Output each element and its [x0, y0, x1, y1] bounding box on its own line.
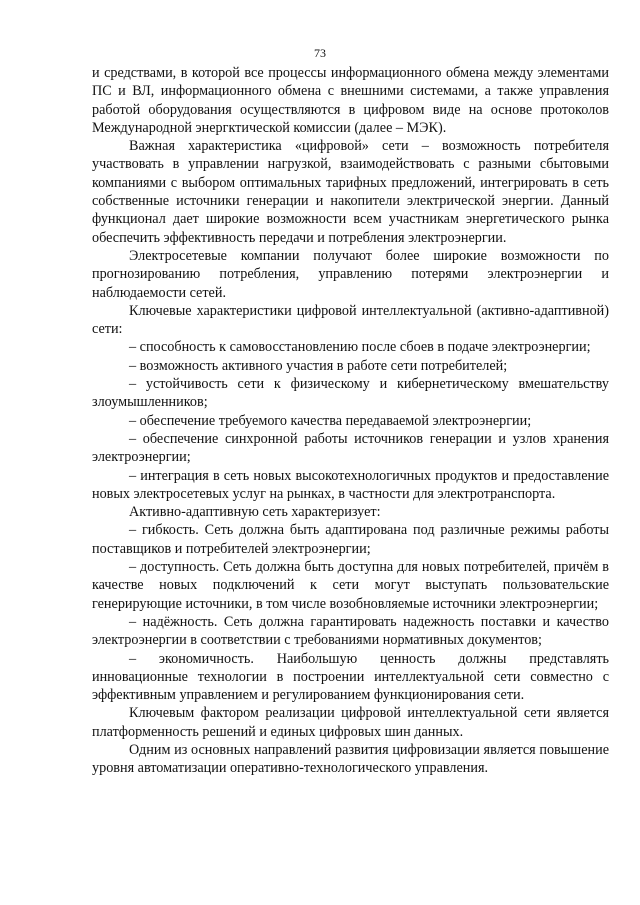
list-item-self-healing: – способность к самовосстановлению после сбоев в подаче электроэнергии;	[129, 339, 591, 356]
list-item-synchronous-operation: – обеспечение синхронной работы источников генерации и узлов хранения электроэнергии;	[92, 430, 609, 466]
page-number: 73	[314, 46, 326, 60]
paragraph-grid-companies: Электросетевые компании получают более широкие возможности по прогнозированию потребления, управлению потерями электроэнергии и наблюдаемости сетей.	[92, 247, 609, 301]
paragraph-key-characteristics-intro: Ключевые характеристики цифровой интеллектуальной (активно-адаптивной) сети:	[92, 302, 609, 338]
list-item-economy: – экономичность. Наибольшую ценность должны представлять инновационные технологии в построении интеллектуальной сети совместно с эффективным управлением и регулированием функционирования сети.	[92, 650, 609, 704]
paragraph-digital-network-feature: Важная характеристика «цифровой» сети – возможность потребителя участвовать в управлении нагрузкой, взаимодействовать с разными сбытовыми компаниями с выбором оптимальных тарифных предложений, интегрировать в сеть собственные источники генерации и накопители электрической энергии. Данный функционал дает широкие возможности всем участникам энергетического рынка обеспечить эффективность передачи и потребления электроэнергии.	[92, 138, 609, 246]
list-item-resilience: – устойчивость сети к физическому и кибернетическому вмешательству злоумышленников;	[92, 376, 609, 411]
list-item-power-quality: – обеспечение требуемого качества передаваемой электроэнергии;	[129, 412, 532, 429]
list-item-consumer-participation: – возможность активного участия в работе сети потребителей;	[129, 357, 508, 374]
paragraph-automation: Одним из основных направлений развития цифровизации является повышение уровня автоматизации оперативно-технологического управления.	[92, 741, 609, 777]
paragraph-key-factor: Ключевым фактором реализации цифровой интеллектуальной сети является платформенность решений и единых цифровых шин данных.	[92, 705, 609, 740]
list-item-accessibility: – доступность. Сеть должна быть доступна для новых потребителей, причём в качестве новых подключений к сети могут выступать пользовательские генерирующие источники, в том числе возобновляемые источники электроэнергии;	[92, 559, 609, 612]
list-item-flexibility: – гибкость. Сеть должна быть адаптирована под различные режимы работы поставщиков и потребителей электроэнергии;	[92, 522, 609, 557]
document-body	[92, 64, 609, 778]
paragraph-continuation: и средствами, в которой все процессы информационного обмена между элементами ПС и ВЛ, информационного обмена с внешними системами, а также управления работой оборудования осуществляются в цифровом виде на основе протоколов Международной энергктической комиссии (далее – МЭК).	[92, 65, 609, 136]
list-item-reliability: – надёжность. Сеть должна гарантировать надежность поставки и качество электроэнергии в соответствии с требованиями нормативных документов;	[92, 613, 609, 649]
list-item-integration: – интеграция в сеть новых высокотехнологичных продуктов и предоставление новых электросетевых услуг на рынках, в частности для электротранспорта.	[92, 467, 609, 502]
paragraph-adaptive-network-intro: Активно-адаптивную сеть характеризует:	[129, 504, 381, 521]
